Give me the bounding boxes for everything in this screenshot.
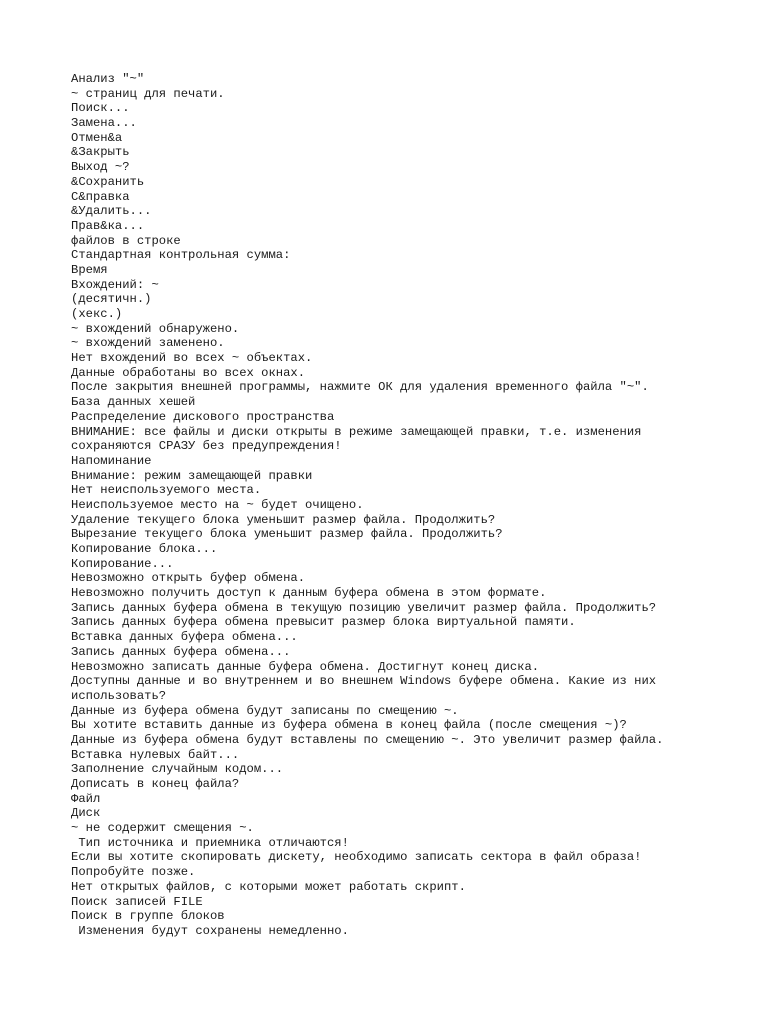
text-line: (десятичн.) [71,292,152,307]
text-line: Файл [71,791,101,806]
text-line: Вы хотите вставить данные из буфера обмена в конец файла (после смещения ~)? [71,718,627,733]
text-line: Выход ~? [71,160,130,175]
text-line: Распределение дискового пространства [71,409,335,424]
text-line: Невозможно открыть буфер обмена. [71,571,306,586]
text-line: &Удалить... [71,204,152,219]
text-line: База данных хешей [71,395,196,410]
string-resource-listing [71,72,711,939]
text-line: ВНИМАНИЕ: все файлы и диски открыты в режиме замещающей правки, т.е. изменения [71,424,642,439]
text-line: Изменения будут сохранены немедленно. [71,923,349,938]
text-line: Запись данных буфера обмена в текущую позицию увеличит размер файла. Продолжить? [71,600,657,615]
text-line: Если вы хотите скопировать дискету, необходимо записать сектора в файл образа! [71,850,642,865]
text-line: Данные обработаны во всех окнах. [71,365,306,380]
text-line: Поиск записей FILE [71,894,203,909]
text-line: Запись данных буфера обмена... [71,644,291,659]
text-line: Время [71,262,108,277]
text-line: Невозможно записать данные буфера обмена. Достигнут конец диска. [71,659,540,674]
text-line: Доступны данные и во внутреннем и во внешнем Windows буфере обмена. Какие из них [71,674,657,689]
text-line: Отмен&а [71,130,123,145]
text-line: сохраняются СРАЗУ без предупреждения! [71,439,342,454]
text-line: Замена... [71,116,137,131]
text-line: После закрытия внешней программы, нажмите ОК для удаления временного файла "~". [71,380,649,395]
text-line: Вставка данных буфера обмена... [71,630,298,645]
text-line: ~ страниц для печати. [71,86,225,101]
text-line: Копирование... [71,556,174,571]
text-line: Напоминание [71,453,152,468]
text-line: Нет неиспользуемого места. [71,483,262,498]
text-line: ~ вхождений обнаружено. [71,321,240,336]
text-line: Нет вхождений во всех ~ объектах. [71,351,313,366]
text-line: Анализ "~" [71,72,145,86]
text-line: Неиспользуемое место на ~ будет очищено. [71,497,364,512]
text-line: ~ вхождений заменено. [71,336,225,351]
text-line: Дописать в конец файла? [71,777,240,791]
text-line: Невозможно получить доступ к данным буфера обмена в этом формате. [71,586,547,601]
text-line: Запись данных буфера обмена превысит размер блока виртуальной памяти. [71,615,576,630]
text-line: Прав&ка... [71,218,145,233]
text-line: Тип источника и приемника отличаются! [71,835,349,850]
text-line: Поиск в группе блоков [71,909,225,924]
text-line: файлов в строке [71,233,181,248]
text-line: Попробуйте позже. [71,865,196,880]
text-line: Поиск... [71,101,130,116]
text-line: &Закрыть [71,145,130,160]
text-line: &Сохранить [71,174,145,189]
text-line: Диск [71,806,101,821]
text-line: С&правка [71,189,130,204]
text-line: Заполнение случайным кодом... [71,762,284,777]
text-line: Вхождений: ~ [71,277,159,292]
text-line: Вырезание текущего блока уменьшит размер файла. Продолжить? [71,527,503,542]
text-line: использовать? [71,688,167,703]
text-line: Данные из буфера обмена будут записаны по смещению ~. [71,703,459,718]
text-line: Стандартная контрольная сумма: [71,248,291,263]
text-line: Вставка нулевых байт... [71,747,240,762]
text-line: Внимание: режим замещающей правки [71,468,313,483]
text-line: Удаление текущего блока уменьшит размер файла. Продолжить? [71,512,496,527]
text-line: Нет открытых файлов, с которыми может работать скрипт. [71,879,466,894]
text-line: Данные из буфера обмена будут вставлены по смещению ~. Это увеличит размер файла. [71,732,664,747]
text-line: (хекс.) [71,307,123,321]
text-line: Копирование блока... [71,542,218,556]
text-line: ~ не содержит смещения ~. [71,821,254,836]
